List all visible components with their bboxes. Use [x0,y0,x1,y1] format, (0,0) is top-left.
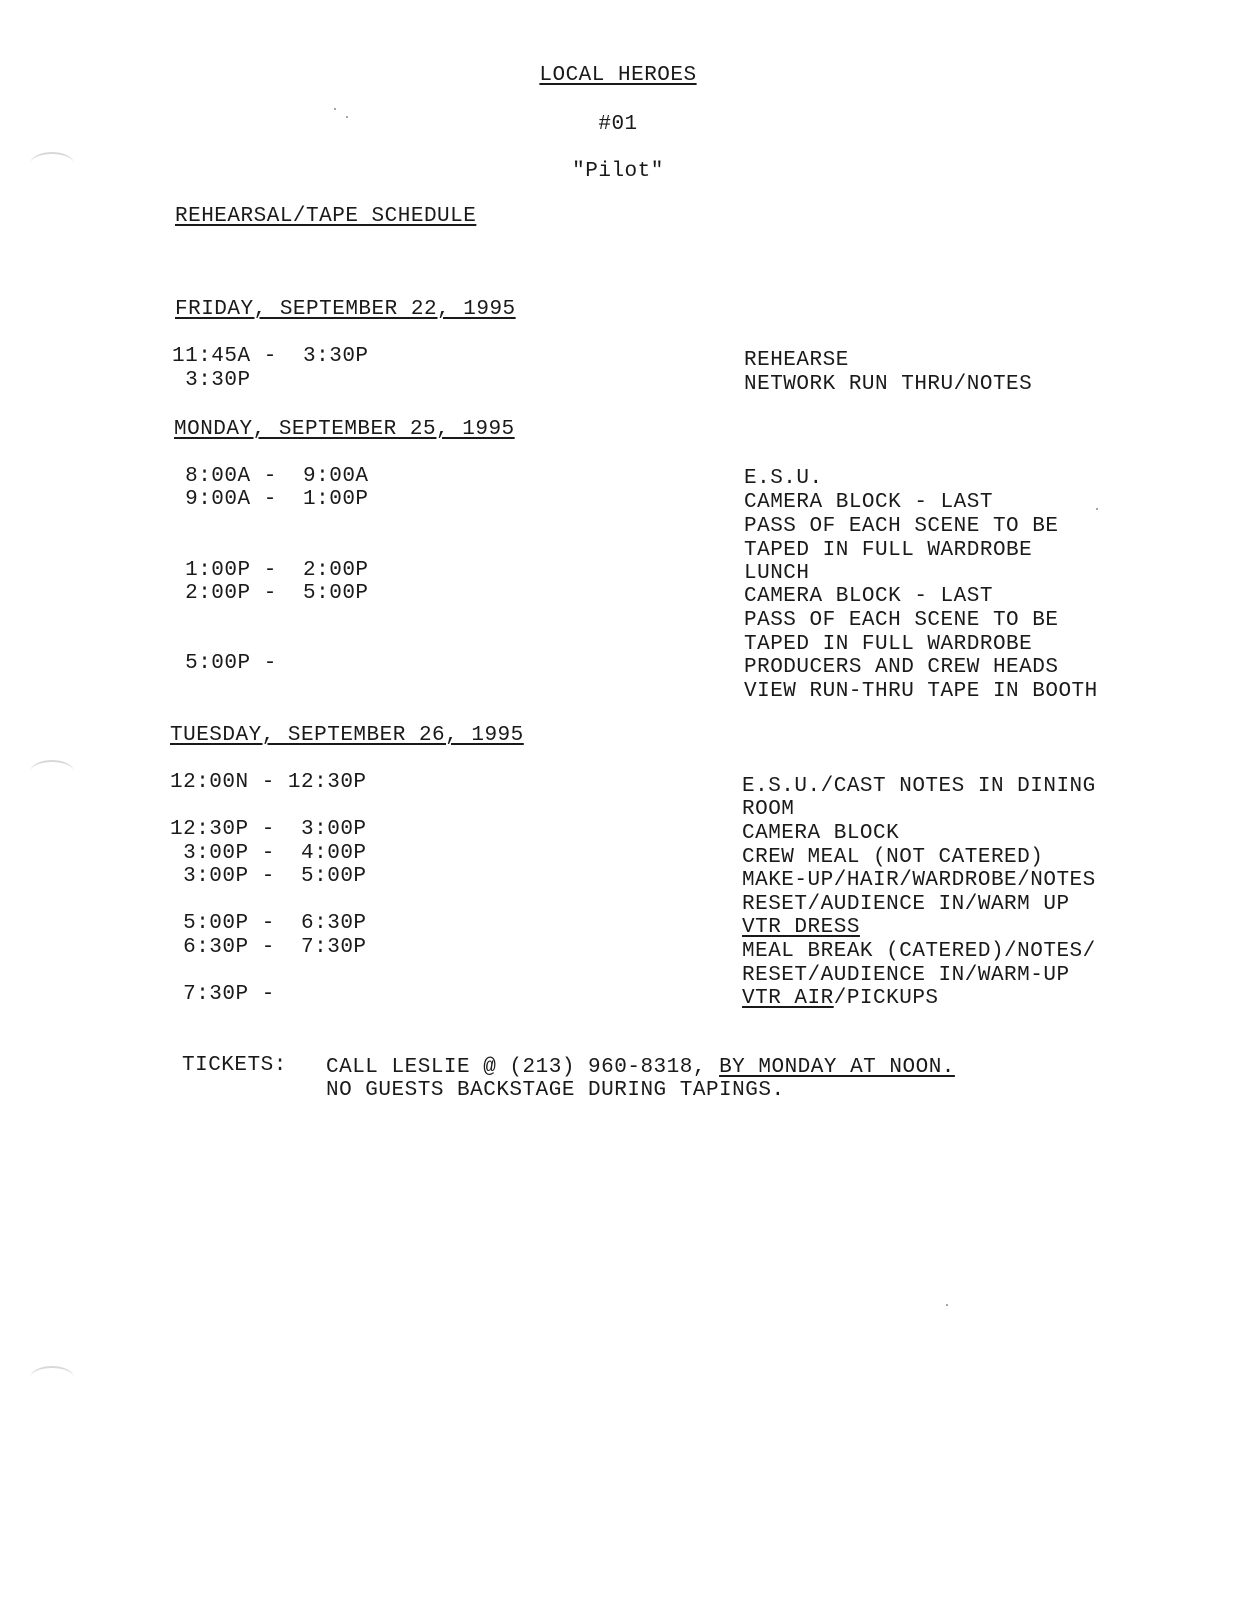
schedule-activity: CAMERA BLOCK - LAST [744,491,993,514]
schedule-activity: CAMERA BLOCK - LAST [744,585,993,608]
schedule-activity: TAPED IN FULL WARDROBE [744,633,1033,656]
schedule-heading: REHEARSAL/TAPE SCHEDULE [175,205,477,228]
tickets-deadline: BY MONDAY AT NOON. [719,1056,955,1079]
schedule-activity: PASS OF EACH SCENE TO BE [744,609,1059,632]
schedule-activity: CAMERA BLOCK [742,822,900,845]
episode-title: "Pilot" [572,160,664,183]
tickets-label: TICKETS: [182,1054,287,1077]
day-heading-tuesday: TUESDAY, SEPTEMBER 26, 1995 [170,724,524,747]
schedule-time: 5:00P - [172,652,277,675]
schedule-activity: NETWORK RUN THRU/NOTES [744,373,1033,396]
vtr-air-label: VTR AIR [742,987,834,1010]
day-heading-monday: MONDAY, SEPTEMBER 25, 1995 [174,418,515,441]
schedule-activity: LUNCH [744,562,810,585]
schedule-time: 11:45A - 3:30P [172,345,369,368]
schedule-activity: CREW MEAL (NOT CATERED) [742,846,1044,869]
schedule-time: 5:00P - 6:30P [170,912,367,935]
schedule-time: 12:00N - 12:30P [170,771,367,794]
pickups-label: /PICKUPS [833,987,939,1010]
schedule-activity: ROOM [742,798,795,821]
schedule-activity: VIEW RUN-THRU TAPE IN BOOTH [744,680,1098,703]
schedule-activity: PRODUCERS AND CREW HEADS [744,656,1059,679]
binder-hole-mark-bottom [30,1366,74,1390]
schedule-time: 12:30P - 3:00P [170,818,367,841]
schedule-activity [742,987,939,1011]
schedule-time: 6:30P - 7:30P [170,936,367,959]
schedule-time: 2:00P - 5:00P [172,582,369,605]
episode-number: #01 [598,113,638,136]
tickets-line-1 [326,1056,955,1080]
tickets-line-2: NO GUESTS BACKSTAGE DURING TAPINGS. [326,1079,785,1102]
schedule-activity: REHEARSE [744,349,849,372]
schedule-time: 9:00A - 1:00P [172,488,369,511]
schedule-time: 3:30P [172,369,251,392]
schedule-time: 8:00A - 9:00A [172,465,369,488]
schedule-activity: MEAL BREAK (CATERED)/NOTES/ [742,940,1096,963]
schedule-time: 7:30P - [170,983,275,1006]
schedule-activity: E.S.U. [744,467,823,490]
scan-speck [946,1304,948,1306]
schedule-activity: MAKE-UP/HAIR/WARDROBE/NOTES [742,869,1096,892]
day-heading-friday: FRIDAY, SEPTEMBER 22, 1995 [175,298,516,321]
tickets-call-text: CALL LESLIE @ (213) 960-8318, [326,1056,720,1079]
scan-speck [1096,508,1098,510]
binder-hole-mark-middle [30,760,74,784]
schedule-time: 1:00P - 2:00P [172,559,369,582]
schedule-activity: E.S.U./CAST NOTES IN DINING [742,775,1096,798]
show-title: LOCAL HEROES [539,64,697,87]
schedule-activity: PASS OF EACH SCENE TO BE [744,515,1059,538]
schedule-activity: TAPED IN FULL WARDROBE [744,539,1033,562]
schedule-activity: RESET/AUDIENCE IN/WARM-UP [742,964,1070,987]
scan-speck [334,108,336,110]
schedule-time: 3:00P - 5:00P [170,865,367,888]
schedule-time: 3:00P - 4:00P [170,842,367,865]
schedule-activity: RESET/AUDIENCE IN/WARM UP [742,893,1070,916]
schedule-activity: VTR DRESS [742,916,860,939]
